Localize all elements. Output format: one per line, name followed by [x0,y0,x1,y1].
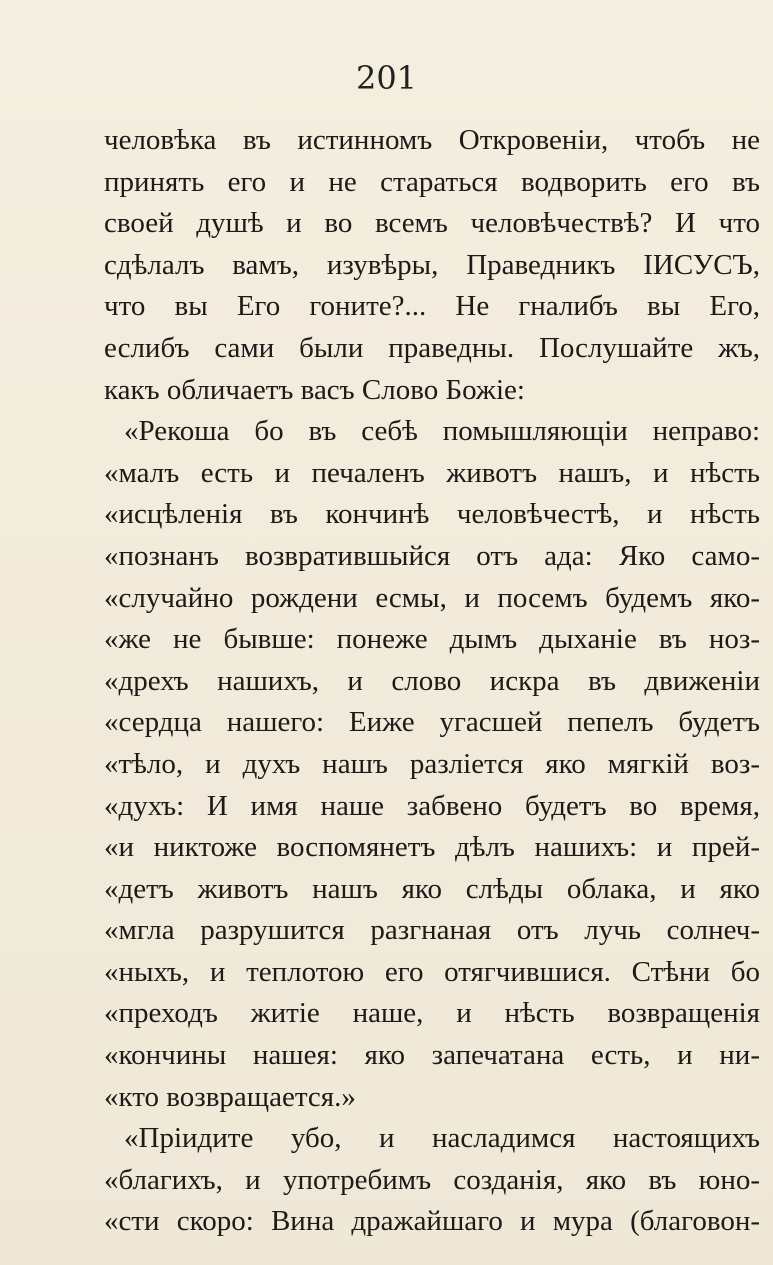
continued-line-2: «благихъ, и употребимъ созданія, яко въ юно- [104,1163,760,1196]
text-line-4: сдѣлалъ вамъ, изувѣры, Праведникъ ІИСУСЪ, [104,248,760,281]
text-line-1: человѣка въ истинномъ Откровеніи, чтобъ не [104,124,760,156]
quote-line-2: «малъ есть и печаленъ животъ нашъ, и нѣсть [104,456,760,489]
text-line-2: принять его и не стараться водворить его въ [104,165,760,198]
quote-line-6: «же не бывше: понеже дымъ дыханіе въ ноз- [104,623,760,656]
quote-line-13: «мгла разрушится разгнаная отъ лучь солнеч- [104,914,760,947]
text-line-7: какъ обличаетъ васъ Слово Божіе: [104,373,525,406]
page-text [104,120,760,1243]
quote-line-14: «ныхъ, и теплотою его отягчившися. Стѣни бо [104,955,760,988]
page-number: 201 [355,59,418,97]
text-line-3: своей душѣ и во всемъ человѣчествѣ? И что [104,207,760,240]
quote-line-7: «дрехъ нашихъ, и слово искра въ движеніи [104,664,760,697]
quote-line-8: «сердца нашего: Еиже угасшей пепелъ будетъ [104,706,760,739]
quote-line-11: «и никтоже воспомянетъ дѣлъ нашихъ: и прей- [104,831,760,864]
quote-line-5: «случайно рождени есмы, и посемъ будемъ яко- [104,581,760,614]
quote-line-16: «кончины нашея: яко запечатана есть, и ни- [104,1039,760,1072]
quote-line-4: «познанъ возвратившыйся отъ ада: Яко само- [104,539,760,572]
quote-line-15: «преходъ житіе наше, и нѣсть возвращенія [104,997,760,1030]
quote-line-1: «Рекоша бо въ себѣ помышляющіи неправо: [124,415,760,448]
text-line-6: еслибъ сами были праведны. Послушайте жъ, [104,331,760,364]
quote-line-9: «тѣло, и духъ нашъ разліется яко мягкій воз- [104,747,760,780]
quote-line-3: «исцѣленія въ кончинѣ человѣчестѣ, и нѣсть [104,498,760,531]
quote-line-10: «духъ: И имя наше забвено будетъ во время, [104,789,760,822]
quote-line-17: «кто возвращается.» [104,1080,356,1113]
text-line-5: что вы Его гоните?... Не гналибъ вы Его, [104,290,760,323]
quote-line-12: «детъ животъ нашъ яко слѣды облака, и яко [104,872,760,905]
continued-line-1: «Пріидите убо, и насладимся настоящихъ [124,1122,760,1155]
continued-line-3: «сти скоро: Вина дражайшаго и мура (благовон- [104,1205,760,1238]
